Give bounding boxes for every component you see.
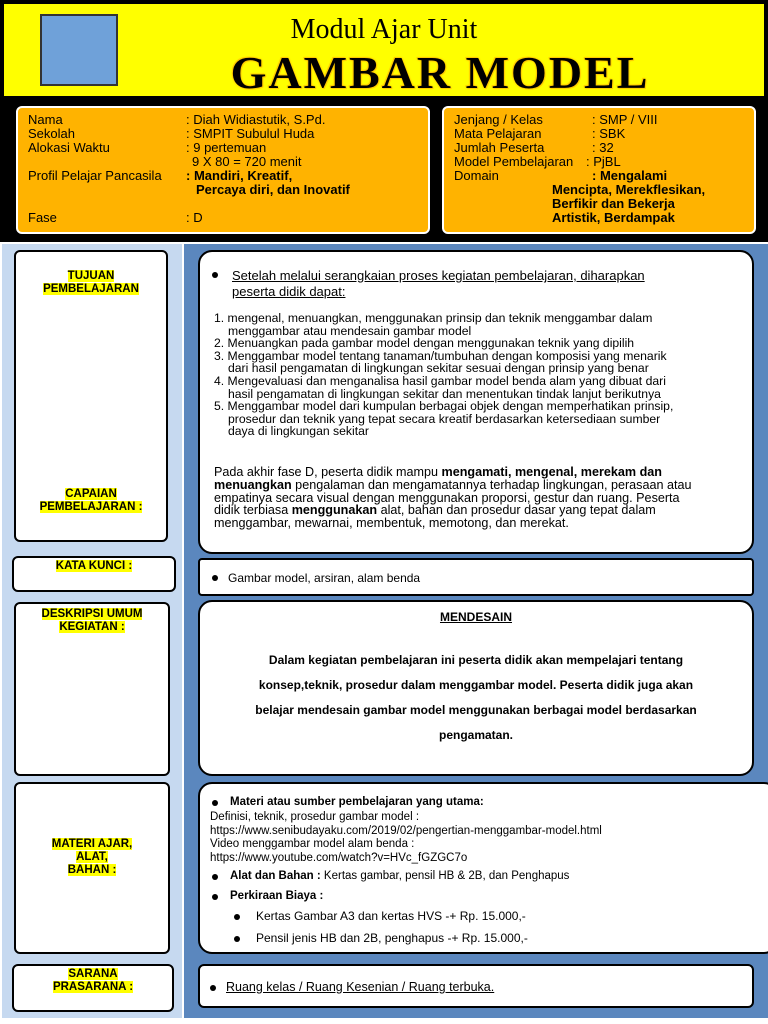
- domain-value-2: Mencipta, Merekflesikan,: [552, 182, 706, 197]
- info-panel-left: [16, 106, 430, 234]
- deskripsi-heading: MENDESAIN: [439, 610, 512, 624]
- tujuan-item: menggambar atau mendesain gambar model: [228, 323, 472, 338]
- tujuan-item: daya di lingkungan sekitar: [228, 424, 369, 439]
- jenjang-label: Jenjang / Kelas: [454, 112, 543, 127]
- nama-label: Nama: [28, 112, 63, 127]
- materi-label-3: BAHAN :: [67, 864, 117, 876]
- tujuan-item: prosedur dan teknik yang tepat secara kreatif berdasarkan ketersediaan sumber: [228, 411, 661, 426]
- content-box-tujuan-capaian: [198, 250, 754, 554]
- domain-value: : Mengalami: [592, 168, 668, 183]
- content-box-materi: [198, 782, 768, 954]
- model-label: Model Pembelajaran: [454, 154, 574, 169]
- peserta-label: Jumlah Peserta: [454, 140, 545, 155]
- bullet-icon: [234, 936, 240, 942]
- alokasi-value-2: 9 X 80 = 720 menit: [192, 154, 302, 169]
- tujuan-label: TUJUAN: [67, 270, 115, 282]
- tujuan-intro-2: peserta didik dapat:: [232, 284, 346, 299]
- video-link: https://www.youtube.com/watch?v=HVc_fGZGC7o: [210, 851, 468, 864]
- materi-heading: Materi atau sumber pembelajaran yang utama:: [230, 796, 484, 808]
- tujuan-item: dari hasil pengamatan di lingkungan sekitar sesuai dengan prinsip yang benar: [228, 361, 649, 376]
- capaian-text: Pada akhir fase D, peserta didik mampu mengamati, mengenal, merekam dan menuangkan pengalaman dan mengamatannya terhadap lingkungan, perasaan atau empatinya secara visual dengan menggunakan proporsi, gestur dan ruang. Peserta didik terbiasa menggunakan alat, bahan dan prosedur dasar yang tepat dalam menggambar, mewarnai, membentuk, memotong, dan merekat.: [214, 465, 692, 531]
- info-panel-right: [442, 106, 756, 234]
- deskripsi-label-2: KEGIATAN :: [59, 621, 125, 633]
- alokasi-label: Alokasi Waktu: [28, 140, 110, 155]
- mapel-value: : SBK: [592, 126, 626, 141]
- bullet-icon: [210, 985, 216, 991]
- bullet-icon: [212, 800, 218, 806]
- bullet-icon: [212, 575, 218, 581]
- profil-value-2: Percaya diri, dan Inovatif: [196, 182, 350, 197]
- materi-label: MATERI AJAR,: [51, 838, 133, 850]
- materi-label-2: ALAT,: [76, 851, 108, 863]
- kata-kunci-text: Gambar model, arsiran, alam benda: [228, 571, 421, 585]
- tujuan-item: 3. Menggambar model tentang tanaman/tumbuhan dengan komposisi yang menarik: [214, 348, 667, 363]
- label-box-kata-kunci: [12, 556, 176, 592]
- source-link: https://www.senibudayaku.com/2019/02/pengertian-menggambar-model.html: [210, 824, 602, 837]
- tujuan-item: 4. Mengevaluasi dan menganalisa hasil gambar model benda alam yang dibuat dari: [214, 374, 666, 388]
- tujuan-label-2: PEMBELAJARAN: [43, 283, 139, 295]
- nama-value: : Diah Widiastutik, S.Pd.: [186, 112, 326, 127]
- bullet-icon: [234, 914, 240, 920]
- deskripsi-label: DESKRIPSI UMUM: [41, 608, 143, 620]
- tujuan-item: 5. Menggambar model dari kumpulan berbagai objek dengan memperhatikan prinsip,: [214, 399, 674, 414]
- sekolah-value: : SMPIT Subulul Huda: [186, 126, 315, 141]
- model-value: : PjBL: [586, 154, 621, 169]
- mapel-label: Mata Pelajaran: [454, 126, 542, 141]
- sarana-label: SARANA: [68, 968, 118, 980]
- profil-label: Profil Pelajar Pancasila: [28, 168, 162, 183]
- bullet-icon: [212, 894, 218, 900]
- bullet-icon: [212, 272, 218, 278]
- sarana-label-2: PRASARANA :: [52, 981, 134, 993]
- domain-value-3: Berfikir dan Bekerja: [552, 196, 675, 211]
- fase-value: : D: [186, 210, 203, 225]
- biaya-heading: Perkiraan Biaya :: [230, 890, 324, 902]
- tujuan-item: hasil pengamatan di lingkungan sekitar dan menentukan tindak lanjut berikutnya: [228, 386, 661, 401]
- module-title: Modul Ajar Unit: [290, 14, 478, 45]
- tujuan-item: 2. Menuangkan pada gambar model dengan menggunakan teknik yang dipilih: [214, 336, 635, 351]
- bullet-icon: [212, 874, 218, 880]
- label-box-deskripsi: [14, 602, 170, 776]
- materi-sources: Definisi, teknik, prosedur gambar model : https://www.senibudayaku.com/2019/02/pengertian-menggambar-model.html Video menggambar model alam benda : https://www.youtube.com/watch?v=HVc_fGZGC7o: [210, 811, 602, 864]
- tujuan-intro: Setelah melalui serangkaian proses kegiatan pembelajaran, diharapkan: [232, 268, 645, 283]
- content-box-sarana: [198, 964, 754, 1008]
- profil-value: : Mandiri, Kreatif,: [186, 168, 293, 183]
- capaian-label: CAPAIAN: [65, 488, 117, 500]
- capaian-label-2: PEMBELAJARAN :: [39, 501, 143, 513]
- kata-kunci-label: KATA KUNCI :: [55, 560, 133, 572]
- label-box-tujuan-capaian: [14, 250, 168, 542]
- sekolah-label: Sekolah: [28, 126, 75, 141]
- module-subtitle: GAMBAR MODEL: [230, 47, 650, 98]
- tujuan-item: 1. mengenal, menuangkan, menggunakan prinsip dan teknik menggambar dalam: [214, 311, 653, 325]
- label-box-materi: [14, 782, 170, 954]
- content-box-kata-kunci: [198, 558, 754, 596]
- jenjang-value: : SMP / VIII: [592, 112, 658, 127]
- fase-label: Fase: [28, 210, 57, 225]
- domain-value-4: Artistik, Berdampak: [552, 210, 675, 225]
- biaya-item: Pensil jenis HB dan 2B, penghapus -+ Rp. 15.000,-: [256, 931, 528, 945]
- biaya-item: Kertas Gambar A3 dan kertas HVS -+ Rp. 15.000,-: [256, 909, 526, 923]
- peserta-value: : 32: [592, 140, 614, 155]
- alokasi-value: : 9 pertemuan: [186, 140, 267, 155]
- sarana-text: Ruang kelas / Ruang Kesenian / Ruang terbuka.: [226, 980, 495, 994]
- deskripsi-text: Dalam kegiatan pembelajaran ini peserta didik akan mempelajari tentang konsep,teknik, prosedur dalam menggambar model. Peserta didik juga akan belajar mendesain gambar model menggunakan berbagai model berdasarkan pengamatan.: [255, 653, 697, 742]
- label-box-sarana: [12, 964, 174, 1012]
- content-box-deskripsi: [198, 600, 754, 776]
- domain-label: Domain: [454, 168, 499, 183]
- alat-bahan: Alat dan Bahan : Kertas gambar, pensil HB & 2B, dan Penghapus: [230, 870, 570, 882]
